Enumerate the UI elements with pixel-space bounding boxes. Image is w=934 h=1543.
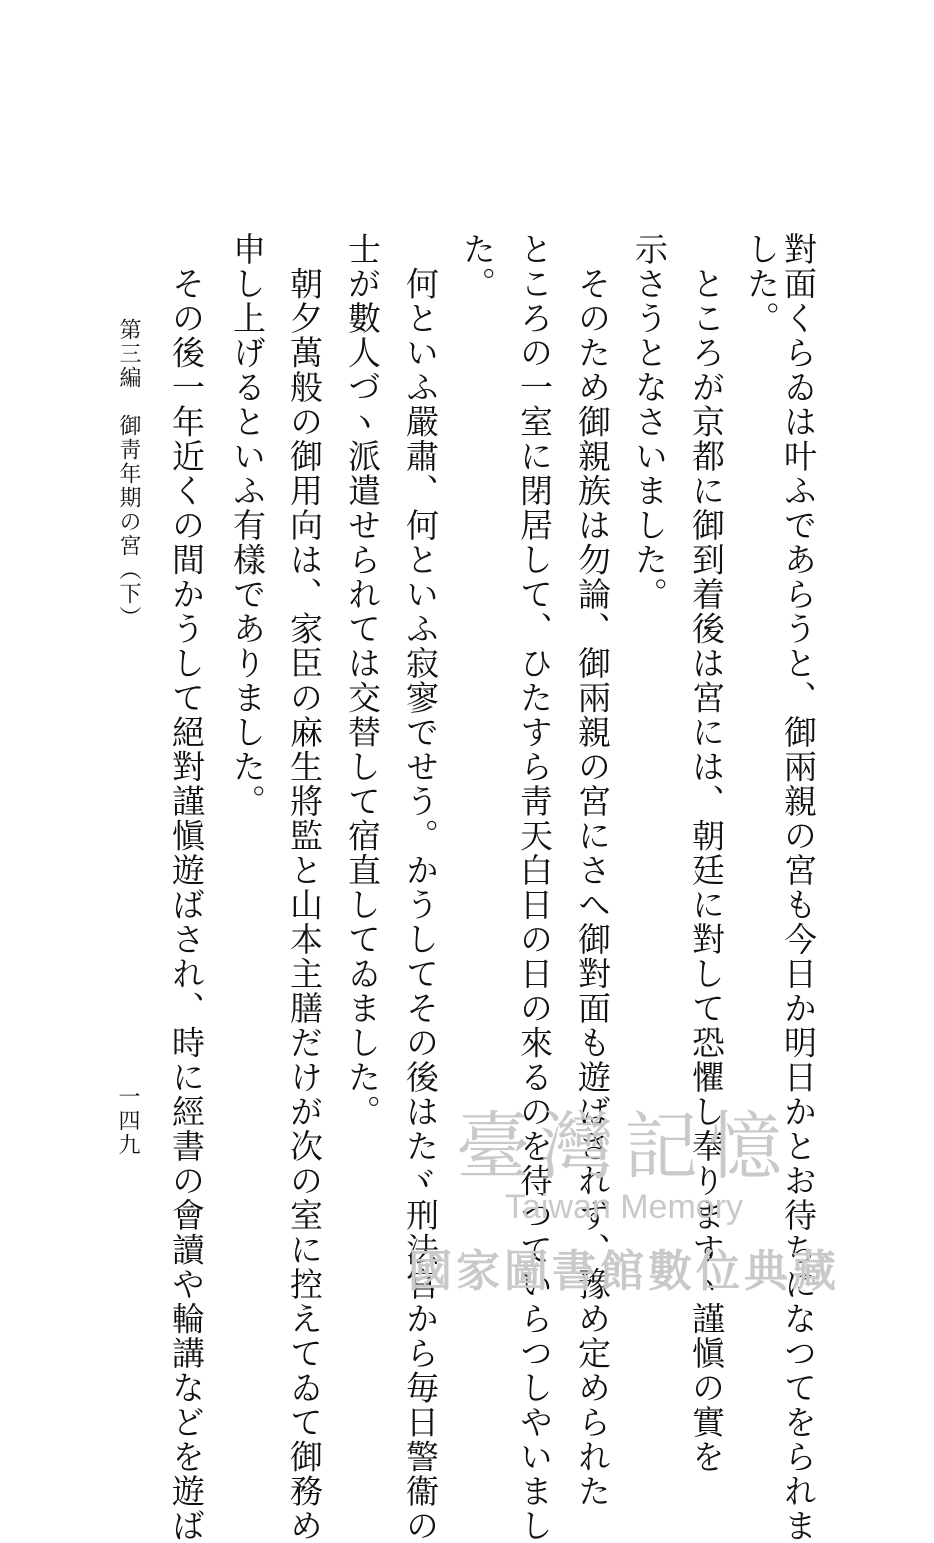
watermark-library: 國家圖書館數位典藏: [408, 1246, 840, 1297]
text-column-8: 何といふ嚴肅、何といふ寂寥でせう。かうしてその後はたヾ刑法官から毎日警衞の: [401, 232, 440, 1543]
text-column-12: その後一年近くの間かうして絕對謹愼遊ばされ、時に經書の會讀や輪講などを遊ば: [167, 232, 206, 1543]
text-column-5: そのため御親族は勿論、御兩親の宮にさへ御對面も遊ばされず、豫め定められた: [573, 232, 612, 1509]
watermark: [384, 1104, 864, 1340]
text-column-11: 申し上げるといふ有樣でありました。: [228, 232, 267, 819]
text-column-3: ところが京都に御到着後は宮には、朝廷に對して恐懼し奉りますヽ謹愼の實を: [687, 232, 726, 1474]
text-column-4: 示さうとなさいました。: [630, 232, 669, 612]
text-column-6: ところの一室に閉居して、ひたすら靑天白日の日の來るのを待つていらつしやいまし: [515, 232, 554, 1543]
text-column-2: した。: [742, 232, 781, 336]
text-column-1: 對面くらゐは叶ふであらうと、御兩親の宮も今日か明日かとお待ちになつてをられま: [779, 232, 818, 1543]
page-number: 一四九: [115, 1085, 140, 1157]
running-head: 第三編 御靑年期の宮（下）: [116, 318, 141, 630]
text-column-10: 朝夕萬般の御用向は、家臣の麻生將監と山本主膳だけが次の室に控えてゐて御務め: [285, 232, 324, 1543]
text-column-7: た。: [458, 232, 497, 301]
watermark-title: 臺灣記憶: [456, 1104, 792, 1190]
text-column-9: 士が數人づヽ派遣せられては交替して宿直してゐました。: [343, 232, 382, 1129]
watermark-english: Taiwan Memory: [504, 1188, 744, 1226]
